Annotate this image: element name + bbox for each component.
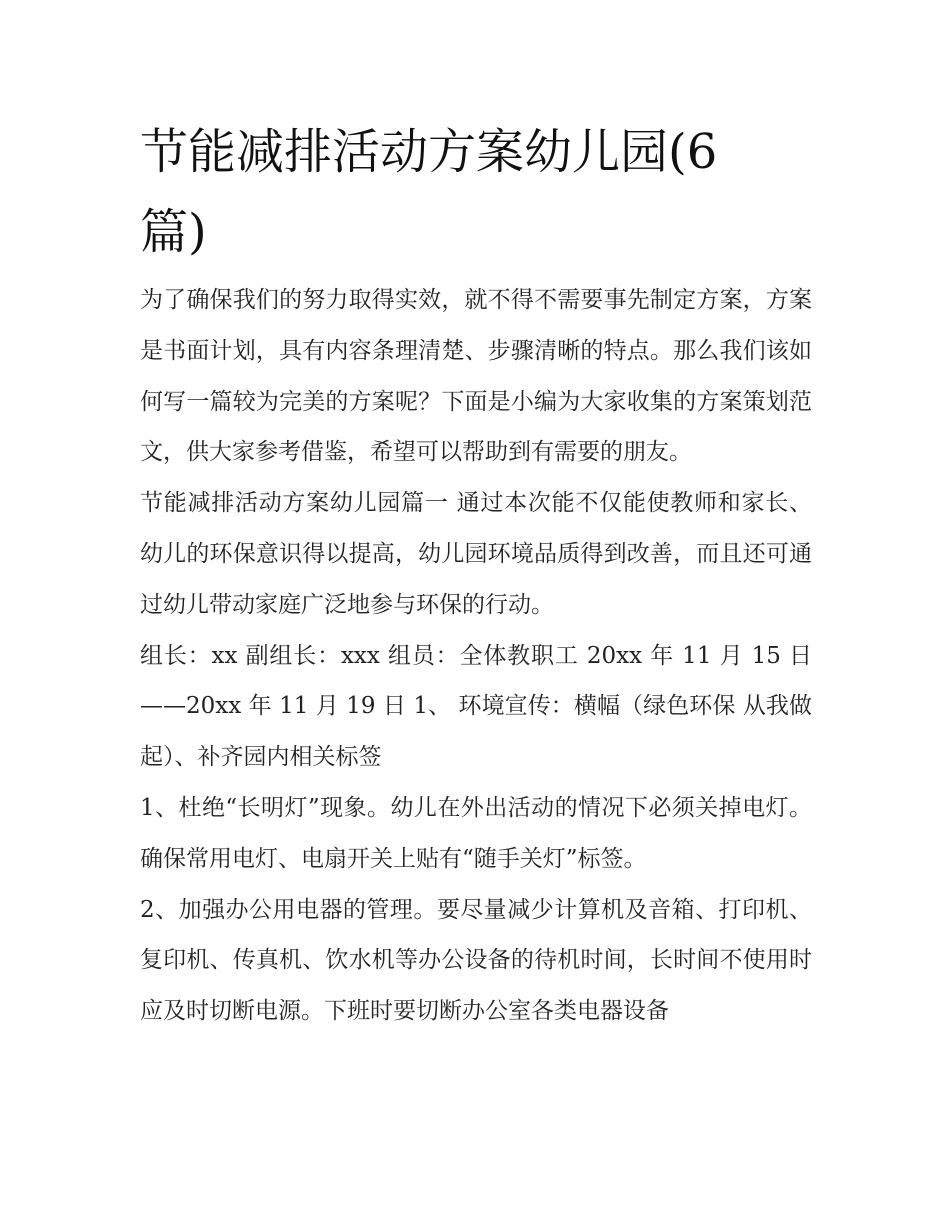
- organization-paragraph: 组长：xx 副组长：xxx 组员：全体教职工 20xx 年 11 月 15 日——20xx 年 11 月 19 日 1、 环境宣传：横幅（绿色环保 从我做起）、补齐园内相关标签: [140, 642, 812, 771]
- list-item-1: 1、杜绝“长明灯”现象。幼儿在外出活动的情况下必须关掉电灯。确保常用电灯、电扇开关上贴有“随手关灯”标签。: [140, 794, 812, 872]
- page-title: 节能减排活动方案幼儿园(6篇): [140, 124, 718, 260]
- intro-paragraph: 为了确保我们的努力取得实效，就不得不需要事先制定方案，方案是书面计划，具有内容条理清楚、步骤清晰的特点。那么我们该如何写一篇较为完美的方案呢？下面是小编为大家收集的方案策划范文，供大家参考借鉴，希望可以帮助到有需要的朋友。: [140, 287, 812, 466]
- document-body: [140, 275, 812, 1037]
- section-one-paragraph: 节能减排活动方案幼儿园篇一 通过本次能不仅能使教师和家长、幼儿的环保意识得以提高，幼儿园环境品质得到改善，而且还可通过幼儿带动家庭广泛地参与环保的行动。: [140, 490, 812, 618]
- list-item-2: 2、加强办公用电器的管理。要尽量减少计算机及音箱、打印机、复印机、传真机、饮水机等办公设备的待机时间，长时间不使用时应及时切断电源。下班时要切断办公室各类电器设备: [140, 896, 812, 1025]
